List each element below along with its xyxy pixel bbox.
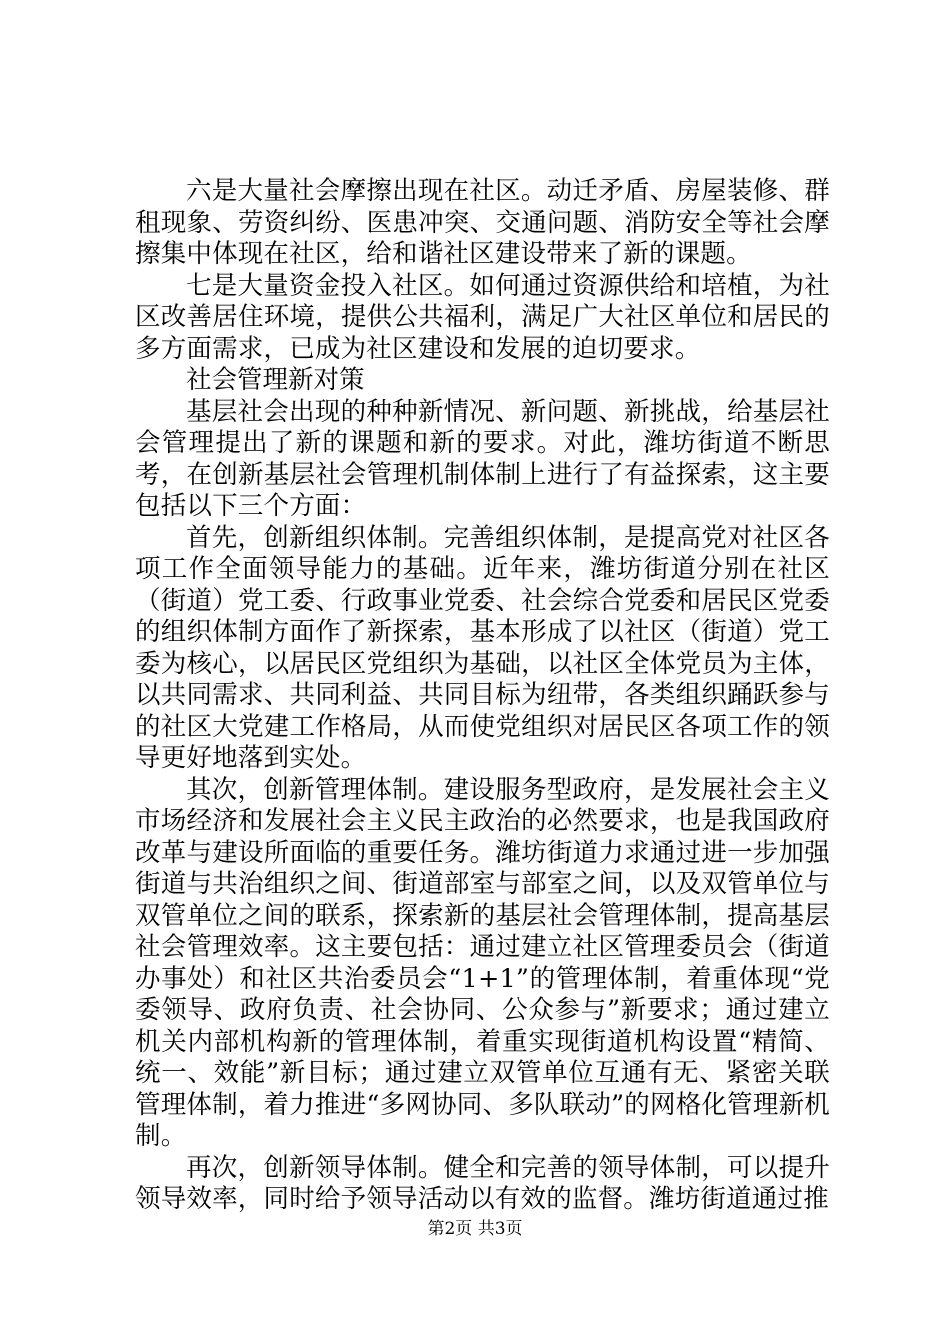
page-footer [0,1218,950,1240]
paragraph-organization: 首先，创新组织体制。完善组织体制，是提高党对社区各项工作全面领导能力的基础。近年来，潍坊街道分别在社区（街道）党工委、行政事业党委、社会综合党委和居民区党委的组织体制方面作了新探索，基本形成了以社区（街道）党工委为核心，以居民区党组织为基础，以社区全体党员为主体，以共同需求、共同利益、共同目标为纽带，各类组织踊跃参与的社区大党建工作格局，从而使党组织对居民区各项工作的领导更好地落到实处。 [135,522,830,773]
section-heading: 社会管理新对策 [186,365,365,395]
document-body [135,176,830,1216]
paragraph-intro: 基层社会出现的种种新情况、新问题、新挑战，给基层社会管理提出了新的课题和新的要求。对此，潍坊街道不断思考，在创新基层社会管理机制体制上进行了有益探索，这主要包括以下三个方面： [135,396,830,521]
paragraph-management: 其次，创新管理体制。建设服务型政府，是发展社会主义市场经济和发展社会主义民主政治的必然要求，也是我国政府改革与建设所面临的重要任务。潍坊街道力求通过进一步加强街道与共治组织之间、街道部室与部室之间，以及双管单位与双管单位之间的联系，探索新的基层社会管理体制，提高基层社会管理效率。这主要包括：通过建立社区管理委员会（街道办事处）和社区共治委员会“1+1”的管理体制，着重体现“党委领导、政府负责、社会协同、公众参与”新要求；通过建立机关内部机构新的管理体制，着重实现街道机构设置“精简、统一、效能”新目标；通过建立双管单位互通有无、紧密关联管理体制，着力推进“多网协同、多队联动”的网格化管理新机制。 [135,774,830,1151]
paragraph-leadership: 再次，创新领导体制。健全和完善的领导体制，可以提升领导效率，同时给予领导活动以有效的监督。潍坊街道通过推 [135,1152,830,1214]
paragraph-item-7: 七是大量资金投入社区。如何通过资源供给和培植，为社区改善居住环境，提供公共福利，满足广大社区单位和居民的多方面需求，已成为社区建设和发展的迫切要求。 [135,270,830,364]
paragraph-item-6: 六是大量社会摩擦出现在社区。动迁矛盾、房屋装修、群租现象、劳资纠纷、医患冲突、交通问题、消防安全等社会摩擦集中体现在社区，给和谐社区建设带来了新的课题。 [135,176,830,269]
page-number-label: 第2页 共3页 [427,1219,523,1239]
